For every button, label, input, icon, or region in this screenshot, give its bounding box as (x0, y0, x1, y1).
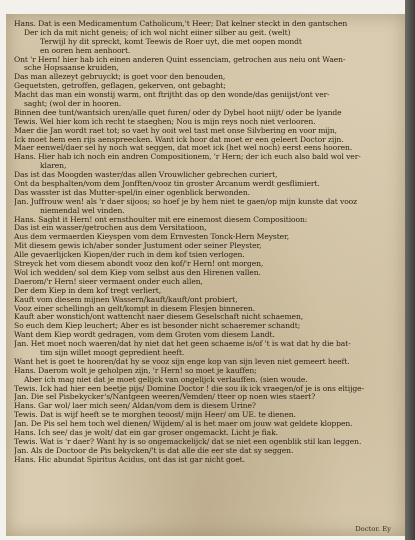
text-line: Hans. Daerom wolt je geholpen zijn, 'r Hern! so moet je kauffen; (14, 366, 257, 375)
text-line: Want dem Kiep wordt gedragen, vom dem Groten vom diesem Landt. (14, 331, 275, 340)
text-line: Der ich da mit nicht geneis; of ich wol nicht eiiner silber au geit. (welt) (24, 28, 291, 37)
text-line: Aus dem vermaerden Kieyspen vom dem Ernvesten Tonck-Hern Meyster, (14, 233, 290, 242)
text-line: Hans. Dat is een Medicamentum Catholicum,'t Heer; Dat kelner steckt in den gantschen (14, 20, 348, 28)
text-line: Macht das man ein wonstij warm, ont ftrijtht das op den wonde/das geniijst/ont ver- (14, 91, 330, 100)
text-line: Jan. Als de Doctoor de Pis bekycken/'t is dat alle die eer ste dat sy seggen. (14, 446, 294, 455)
text-line: Want het is goet te hooren/dat hy se vooz sijn enge kop van sijn leven niet gemeert heeft. (14, 357, 350, 366)
text-line: Das ist ein wasser/getrochen aus dem Versitatioon, (14, 224, 207, 233)
text-line: Wol ich wedden/ sol dem Kiep vom selbst aus den Hirenen vallen. (14, 268, 261, 277)
text-line: Tewis. Wat is 'r daer? Want hy is so ongemackelijck/ dat se niet een ogenblik stil kan leggen. (14, 437, 362, 446)
text-line: Ont da besphalten/vom dem Jonfften/vooz tin groster Arcanum werdt gesflimiert. (14, 180, 320, 189)
text-line: Aber ich mag niet dat je moet gelijck van ongelijck verlauffen. (sien woude. (24, 375, 308, 384)
text-line: sche Hopsaanse kruiden, (24, 64, 119, 73)
text-line: Jan. Juffrouw wen! als 'r daer sijoos; so hoef je by hem niet te gaen/op mijn kunste dat vooz (14, 197, 358, 206)
text-line: Hans. Hier hab ich noch ein andren Compositionem, 'r Hern; der ich euch also bald wol ver- (14, 153, 361, 162)
text-line: Binnen dee tunt/wantsich uren/alle quet furen/ oder dy Dybel hoot niijt/ oder be lyande (14, 108, 342, 117)
text-line: Jan. Die sel Pisbekycker's/Nantgeen weeren/Vemden/ tteer op noen wies staert? (14, 393, 316, 402)
text-line: Hans. Saght it Hern! ont ernsthoulter mit ere einemost diesem Compositioon: (14, 215, 308, 224)
text-line: Kauft vom diesem mijnen Wassern/kauft/kauft/ont probiert, (14, 295, 238, 304)
text-line: Alle gevaerlijcken Kiopen/der ruch in dem kof tsien verlogen. (14, 251, 245, 260)
text-line: Daerom/'r Hern! sieer vermaent onder euch allen, (14, 277, 203, 286)
text-line: Jan. Het moet noch waeren/dat hy niet dat het geen schaeme is/of 't is wat dat hy die bat- (14, 340, 351, 349)
text-line: Hans. Gar wol/ laer mich seen/ Aldan/vom dem is diesem Urine? (14, 402, 256, 411)
text-line: Tewis. Dat is wijf heeft se te morghen teoost/ mijn Heer/ om UE. te dienen. (14, 411, 296, 420)
text-line: Maer die Jan wordt raet tot; so vaet hy ooit wel tast met onse Silvbering en voor mijn, (14, 126, 337, 135)
text-line: Kauft aber wonstich/ont wattencht naer diesem Geselschaft nicht schaemen, (14, 313, 304, 322)
text-line: en ooren hem aenhoort. (40, 46, 131, 55)
text-line: Streyck het vom diesem abondt vooz den kof/'r Hern! ont morgen, (14, 260, 264, 269)
text-line: saght; (wol der in hooren. (24, 100, 122, 109)
text-line: So euch dem Kiep leuchert; Aber es ist besonder nicht schaeremer schandt; (14, 322, 301, 331)
text-line: Tewis. Ick had hier een beetje pijs/ Domine Doctor ! die sou ik ick vraegen/of je is ons eltijge- (14, 384, 364, 393)
text-line: Hans. Ich see/ das je wolt/ dat ein gar groser ongemackt. Licht je fiak. (14, 428, 278, 437)
binding-edge (405, 0, 415, 540)
text-line: Das man allezeyt gebruyckt; is goet voor den benouden, (14, 73, 226, 82)
text-line: Der dem Kiep in dem kof tregt verliert, (14, 286, 162, 295)
text-line: Maer eenwel/daer sel hy noch wat seggen, dat moet ick (het wel noch) eerst eens hooren. (14, 144, 353, 153)
text-line: Ont 'r Hern! hier hab ich einen anderen Quint essenciam, getrochen aus neiu ont Waen- (14, 55, 346, 64)
document-page (6, 14, 405, 536)
text-block (14, 20, 391, 465)
text-line: tim sijn willet moogt gepredient heeft. (40, 348, 185, 357)
text-line: Gequetsten, getroffen, geflagen, gekerven, ont gebaght; (14, 82, 226, 91)
text-line: Tewis. Wel hier kom ich recht te staeghen; Nou is mijn reys noch niet verlooren. (14, 117, 316, 126)
text-line: Das ist das Moogden waster/das allen Vrouwlicher gebrechen curiert, (14, 171, 278, 180)
text-line: Terwijl hy dit spreckt, komt Teewis de Roer uyt, die met oopen mondt (40, 37, 302, 46)
catchword: Doctor. Ey (355, 525, 391, 533)
text-line: niemendal wel vinden. (40, 206, 125, 215)
text-line: Hans. Hic abundat Spiritus Acidus, ont das ist gar nicht goet. (14, 455, 245, 464)
text-line: klaren, (40, 162, 67, 171)
text-line: Ick moet hem een rijs aenspreecken. Want ick hoor dat moet er een geleert Doctor zijn. (14, 135, 344, 144)
text-line: Mit diesem gewis ich/aber sonder Justument oder seiner Pleyster, (14, 242, 262, 251)
text-line: Das wasster ist das Mutter-spel/in einer ogenblick berwonden. (14, 188, 250, 197)
text-line: Jan. De Pis sel hem toch wel dienen/ Wijdem/ al is het maer om jouw wat geldete kloppen. (14, 420, 353, 429)
text-line: Vooz einer schellingh an gelt/kompt in diesem Flesjen binneren. (14, 304, 255, 313)
